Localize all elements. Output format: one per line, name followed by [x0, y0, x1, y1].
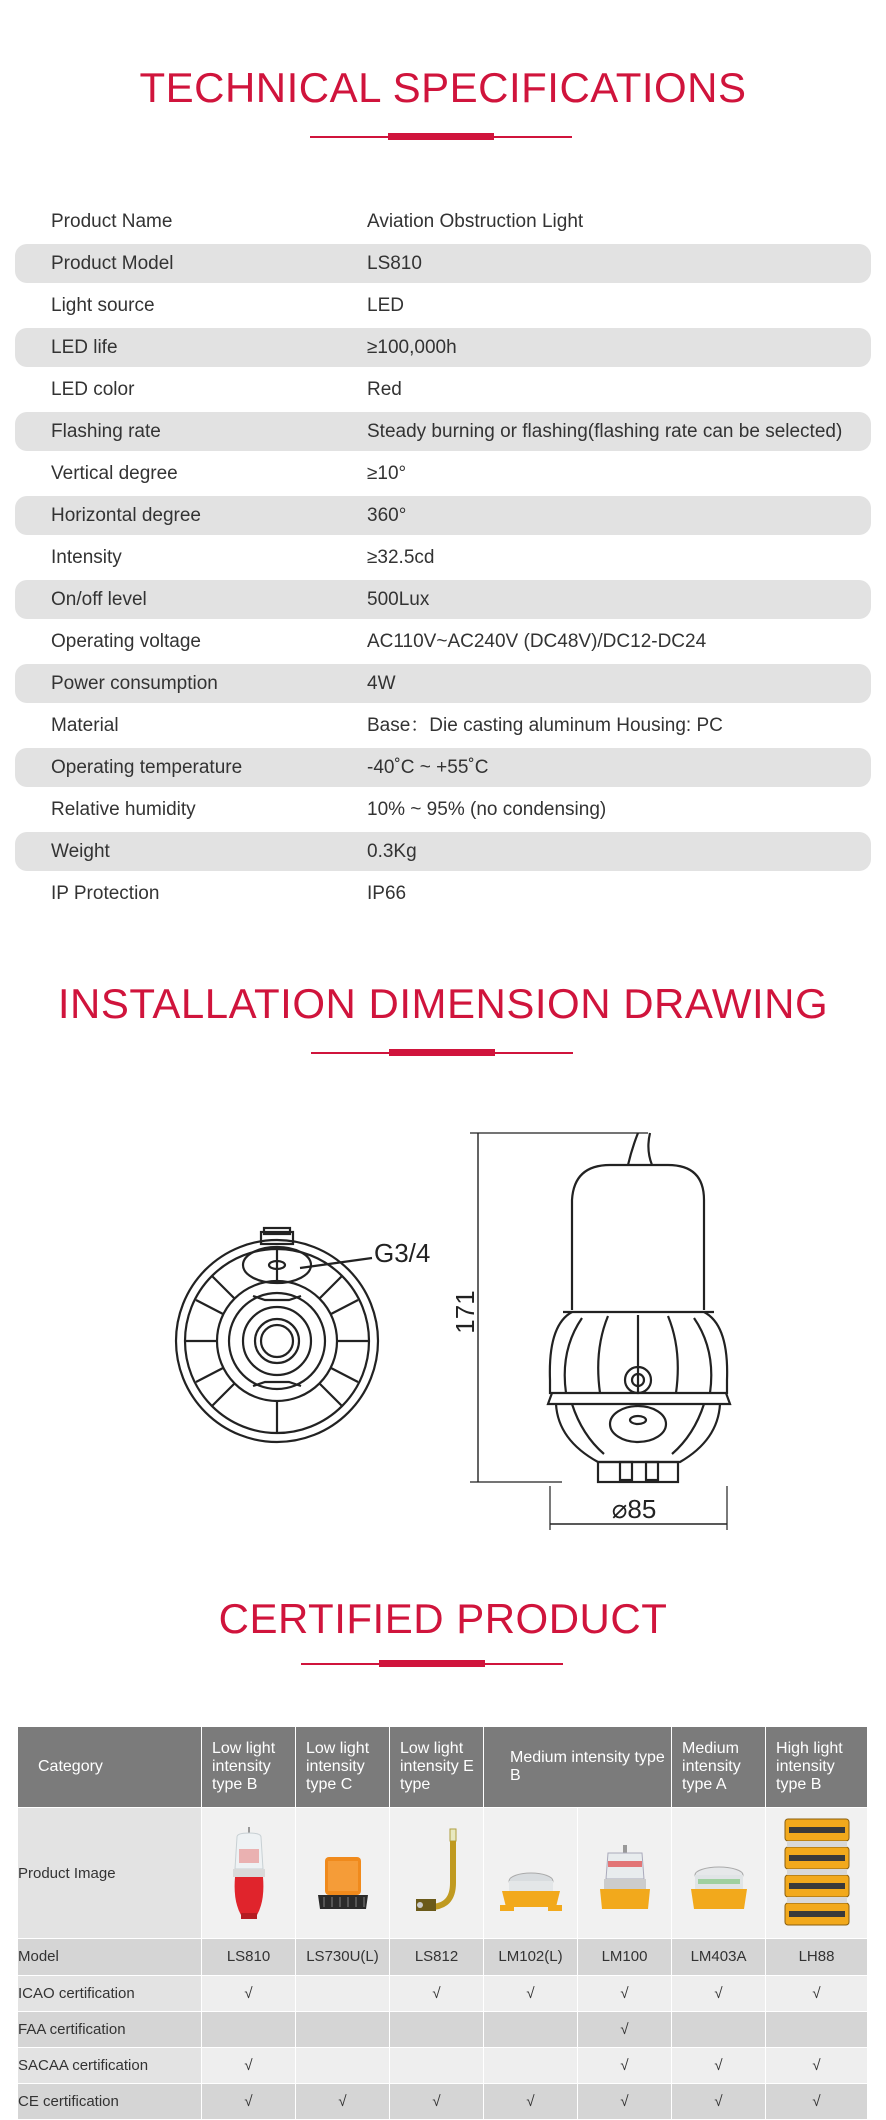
certification-label: FAA certification	[18, 2011, 202, 2047]
yellow-flat-light-icon	[684, 1823, 754, 1923]
product-image	[766, 1808, 868, 1939]
product-image-label: Product Image	[18, 1808, 202, 1939]
certification-mark	[202, 2011, 296, 2047]
certification-mark: √	[390, 1975, 484, 2011]
spec-label: Light source	[51, 295, 155, 316]
spec-label: Flashing rate	[51, 421, 161, 442]
spec-value: ≥10°	[367, 463, 407, 484]
certification-mark: √	[202, 2047, 296, 2083]
category-header: Category	[18, 1727, 202, 1808]
spec-row	[15, 328, 871, 367]
spec-label: Product Model	[51, 253, 174, 274]
spec-row	[15, 412, 871, 451]
certification-mark: √	[390, 2083, 484, 2119]
cert-title: CERTIFIED PRODUCT	[218, 1595, 668, 1642]
certification-row	[18, 2047, 868, 2083]
spec-value: 500Lux	[367, 589, 430, 610]
spec-label: LED life	[51, 337, 118, 358]
certification-mark: √	[202, 2083, 296, 2119]
spec-row	[15, 706, 871, 745]
category-high-b: High light intensity type B	[766, 1727, 868, 1808]
spec-row	[15, 622, 871, 661]
certification-row	[18, 2083, 868, 2119]
side-view	[470, 1133, 730, 1530]
category-low-e: Low light intensity E type	[390, 1727, 484, 1808]
certification-mark: √	[484, 2083, 578, 2119]
spec-value: 10% ~ 95% (no condensing)	[367, 799, 607, 820]
spec-value: ≥32.5cd	[367, 547, 435, 568]
certification-label: ICAO certification	[18, 1975, 202, 2011]
model-cell: LS810	[202, 1939, 296, 1975]
spec-label: Vertical degree	[51, 463, 178, 484]
spec-row	[15, 454, 871, 493]
category-medium-a: Medium intensity type A	[672, 1727, 766, 1808]
red-beacon-light-icon	[219, 1823, 279, 1923]
cert-header-row	[18, 1727, 868, 1808]
spec-value: LS810	[367, 253, 422, 274]
specs-title: TECHNICAL SPECIFICATIONS	[139, 64, 747, 111]
certification-mark	[296, 2011, 390, 2047]
spec-row	[15, 664, 871, 703]
cert-title-rule	[301, 1663, 563, 1665]
certification-mark: √	[766, 1975, 868, 2011]
thread-label: G3/4	[374, 1238, 431, 1268]
spec-value: 360°	[367, 505, 407, 526]
spec-row	[15, 832, 871, 871]
spec-label: Intensity	[51, 547, 122, 568]
dimension-drawing	[0, 1085, 886, 1545]
drawing-title: INSTALLATION DIMENSION DRAWING	[57, 980, 829, 1027]
spec-value: -40˚C ~ +55˚C	[367, 757, 489, 778]
certification-mark: √	[578, 1975, 672, 2011]
model-cell: LS730U(L)	[296, 1939, 390, 1975]
spec-label: Operating voltage	[51, 631, 201, 652]
spec-label: IP Protection	[51, 883, 160, 904]
certification-mark: √	[578, 2047, 672, 2083]
certification-row	[18, 2011, 868, 2047]
spec-row	[15, 538, 871, 577]
certification-mark	[672, 2011, 766, 2047]
spec-row	[15, 580, 871, 619]
spec-value: IP66	[367, 883, 407, 904]
certification-rows	[18, 1975, 868, 2119]
spec-value: Base：Die casting aluminum Housing: PC	[367, 715, 723, 736]
spec-label: Horizontal degree	[51, 505, 201, 526]
product-image	[578, 1808, 672, 1939]
spec-value: Steady burning or flashing(flashing rate can be selected)	[367, 421, 843, 442]
certification-mark	[766, 2011, 868, 2047]
model-cell: LH88	[766, 1939, 868, 1975]
spec-row	[15, 874, 871, 913]
spec-label: Weight	[51, 841, 110, 862]
model-cell: LM403A	[672, 1939, 766, 1975]
stacked-high-intensity-light-icon	[779, 1817, 855, 1929]
category-medium-b: Medium intensity type B	[484, 1727, 672, 1808]
spec-label: On/off level	[51, 589, 147, 610]
low-profile-yellow-light-icon	[496, 1823, 566, 1923]
model-cell: LM102(L)	[484, 1939, 578, 1975]
pole-mounted-light-icon	[402, 1823, 472, 1923]
certification-table	[17, 1726, 868, 2120]
model-cell: LS812	[390, 1939, 484, 1975]
certification-mark: √	[578, 2083, 672, 2119]
certification-mark: √	[766, 2047, 868, 2083]
spec-label: Product Name	[51, 211, 173, 232]
certification-label: CE certification	[18, 2083, 202, 2119]
spec-row	[15, 244, 871, 283]
certification-mark	[484, 2011, 578, 2047]
drawing-title-rule	[311, 1052, 573, 1054]
spec-value: LED	[367, 295, 404, 316]
certification-mark	[390, 2011, 484, 2047]
product-image-row	[18, 1808, 868, 1939]
model-row	[18, 1939, 868, 1975]
product-image	[484, 1808, 578, 1939]
certification-label: SACAA certification	[18, 2047, 202, 2083]
product-image	[296, 1808, 390, 1939]
spec-label: Operating temperature	[51, 757, 243, 778]
orange-beacon-light-icon	[308, 1823, 378, 1923]
yellow-base-beacon-light-icon	[590, 1823, 660, 1923]
spec-value: Red	[367, 379, 402, 400]
certification-mark: √	[484, 1975, 578, 2011]
height-label: 171	[450, 1290, 480, 1334]
top-view	[176, 1228, 378, 1442]
spec-label: Material	[51, 715, 119, 736]
certification-mark	[484, 2047, 578, 2083]
certification-mark: √	[766, 2083, 868, 2119]
spec-row	[15, 748, 871, 787]
spec-value: 0.3Kg	[367, 841, 417, 862]
spec-label: LED color	[51, 379, 135, 400]
certification-mark: √	[202, 1975, 296, 2011]
diameter-label: ⌀85	[611, 1494, 657, 1524]
spec-label: Relative humidity	[51, 799, 196, 820]
product-image	[390, 1808, 484, 1939]
spec-value: 4W	[367, 673, 396, 694]
spec-value: ≥100,000h	[367, 337, 457, 358]
certification-mark: √	[672, 2047, 766, 2083]
certification-mark: √	[672, 1975, 766, 2011]
category-low-b: Low light intensity type B	[202, 1727, 296, 1808]
spec-label: Power consumption	[51, 673, 218, 694]
certification-row	[18, 1975, 868, 2011]
category-low-c: Low light intensity type C	[296, 1727, 390, 1808]
spec-row	[15, 370, 871, 409]
certification-mark	[390, 2047, 484, 2083]
model-label: Model	[18, 1939, 202, 1975]
product-image	[202, 1808, 296, 1939]
spec-value: AC110V~AC240V (DC48V)/DC12-DC24	[367, 631, 707, 652]
product-image	[672, 1808, 766, 1939]
certification-mark: √	[578, 2011, 672, 2047]
spec-row	[15, 202, 871, 241]
model-cell: LM100	[578, 1939, 672, 1975]
spec-row	[15, 790, 871, 829]
specs-title-rule	[310, 136, 572, 138]
certification-mark	[296, 2047, 390, 2083]
spec-value: Aviation Obstruction Light	[367, 211, 584, 232]
spec-row	[15, 496, 871, 535]
spec-row	[15, 286, 871, 325]
certification-mark	[296, 1975, 390, 2011]
certification-mark: √	[672, 2083, 766, 2119]
certification-mark: √	[296, 2083, 390, 2119]
